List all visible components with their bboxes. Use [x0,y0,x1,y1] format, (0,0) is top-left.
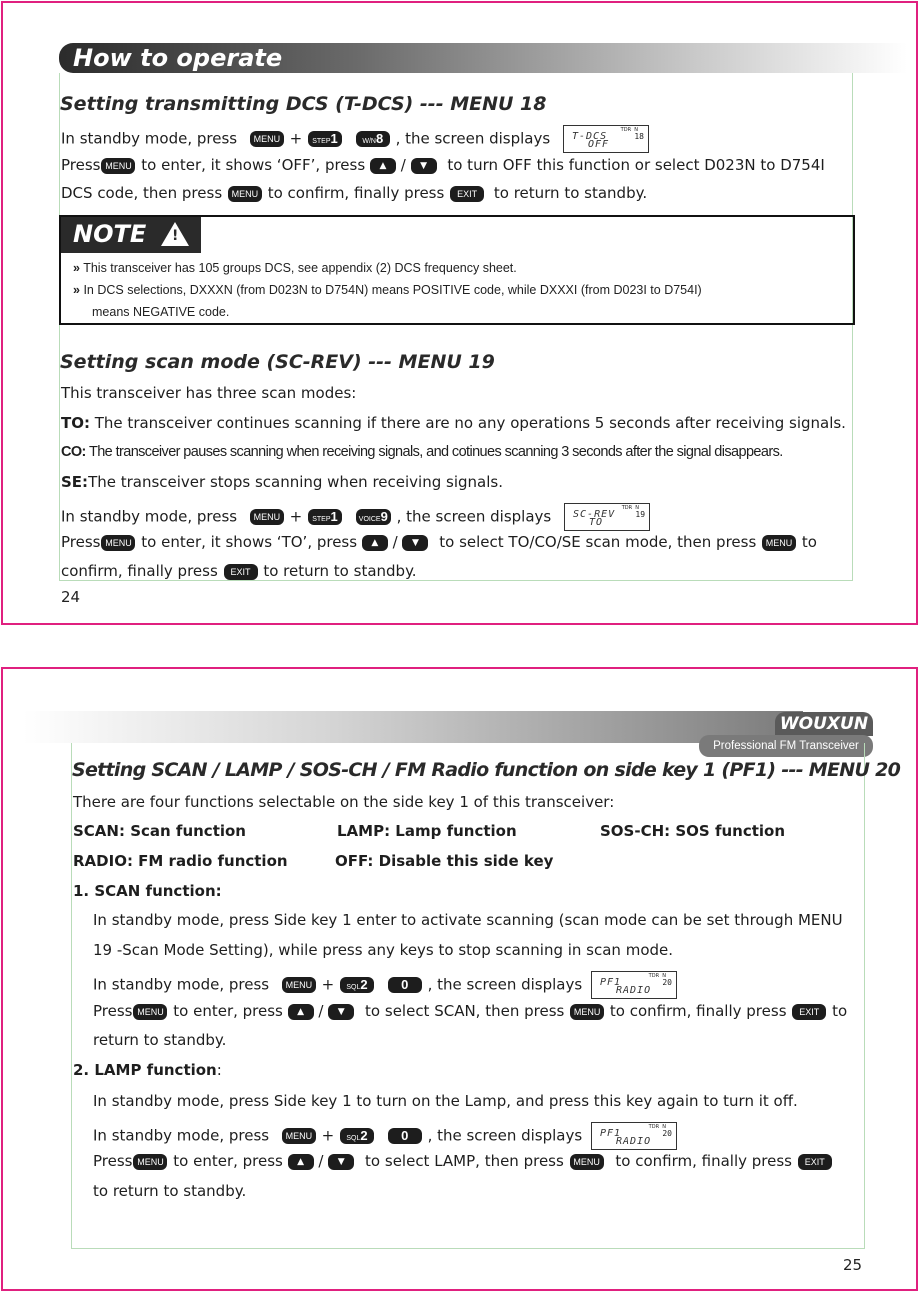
plus: + [289,507,303,526]
func-off: OFF: Disable this side key [335,852,554,870]
up-arrow-key-icon: ▲ [370,158,396,174]
lcd-number: 18 [634,132,644,141]
voice-9-key [356,509,391,525]
lcd-number: 20 [662,978,672,987]
page-24 [1,1,918,625]
lcd-top: SC-REV [573,509,616,520]
text: / [318,1152,324,1170]
note-line-1 [73,261,517,275]
scan-para-2: 19 -Scan Mode Setting), while press any keys to stop scanning in scan mode. [93,941,674,959]
pf1-scan-line-3: return to standby. [93,1031,227,1049]
scan-mode-heading: Setting scan mode (SC-REV) --- MENU 19 [60,351,495,373]
menu-key: MENU [570,1004,604,1020]
menu-key: MENU [282,977,316,993]
text: / [400,156,406,174]
scan-function-heading: 1. SCAN function: [73,882,222,900]
key-label: VOICE [358,516,381,523]
text: to confirm, finally press [609,1002,787,1020]
key-num: 1 [330,131,338,146]
pf1-scan-line-1 [93,971,677,999]
text: to select LAMP, then press [365,1152,564,1170]
scan-line-1 [61,503,650,531]
pf1-lamp-line-1 [93,1122,677,1150]
func-radio: RADIO: FM radio function [73,852,288,870]
exit-key: EXIT [798,1154,832,1170]
text: The transceiver pauses scanning when receiving signals, and cotinues scanning 3 seconds after the signal disappears. [88,444,783,460]
text: to enter, it shows ‘OFF’, press [141,156,366,174]
menu-key: MENU [133,1154,167,1170]
text: 2. LAMP function [73,1061,217,1079]
scan-intro: This transceiver has three scan modes: [61,384,357,402]
key-label: SQL [346,984,361,991]
label: SE: [61,473,89,491]
text: to enter, press [173,1152,283,1170]
banner-title: How to operate [73,44,283,72]
text: : [216,1061,222,1079]
tdcs-line-2 [61,156,825,174]
menu-key: MENU [133,1004,167,1020]
text: to select TO/CO/SE scan mode, then press [439,533,757,551]
note-line-3: means NEGATIVE code. [92,305,230,319]
chevron-right-icon: » [73,283,80,297]
section-banner [23,711,803,743]
text: to turn OFF this function or select D023N to D754I [447,156,825,174]
down-arrow-key-icon: ▼ [328,1154,354,1170]
menu-key: MENU [101,535,135,551]
pf1-lamp-line-3: to return to standby. [93,1182,247,1200]
sql-2-key [340,977,374,993]
text: to confirm, finally press [267,184,445,202]
text: Press [61,533,101,551]
up-arrow-key-icon: ▲ [288,1154,314,1170]
exit-key: EXIT [224,564,258,580]
menu-key: MENU [570,1154,604,1170]
lcd-bottom: RADIO [615,985,652,996]
text: , the screen displays [427,975,583,994]
text: , the screen displays [395,129,551,148]
text: to enter, press [173,1002,283,1020]
text: confirm, finally press [61,562,218,580]
down-arrow-key-icon: ▼ [328,1004,354,1020]
text: to [832,1002,848,1020]
text: This transceiver has 105 groups DCS, see appendix (2) DCS frequency sheet. [83,261,517,275]
sql-2-key [340,1128,374,1144]
key-num: 0 [401,1128,409,1143]
key-label: W/N [362,138,376,145]
lcd-display [591,971,677,999]
menu-key: MENU [228,186,262,202]
brand-tagline: Professional FM Transceiver [699,735,873,757]
lcd-indicator-icon: TDR N [621,505,640,511]
text: Press [61,156,101,174]
pf1-lamp-line-2 [93,1152,833,1170]
scan-line-3 [61,562,417,580]
text: DCS code, then press [61,184,223,202]
lcd-bottom: OFF [587,139,610,150]
tdcs-line-3 [61,184,647,202]
lamp-function-heading [73,1061,222,1079]
text: Press [93,1002,133,1020]
text: to confirm, finally press [615,1152,792,1170]
pf1-intro: There are four functions selectable on the side key 1 of this transceiver: [73,793,615,811]
tdcs-heading: Setting transmitting DCS (T-DCS) --- MENU 18 [60,93,547,115]
lcd-bottom: RADIO [615,1136,652,1147]
key-num: 1 [330,509,338,524]
text: In standby mode, press [61,129,238,148]
text: / [392,533,398,551]
lcd-indicator-icon: TDR N [620,127,638,133]
text: to enter, it shows ‘TO’, press [141,533,358,551]
lcd-display [563,125,649,153]
text: to return to standby. [263,562,417,580]
lcd-number: 20 [662,1129,672,1138]
pf1-heading: Setting SCAN / LAMP / SOS-CH / FM Radio function on side key 1 (PF1) --- MENU 20 [72,759,901,781]
page-number: 24 [61,588,81,606]
up-arrow-key-icon: ▲ [288,1004,314,1020]
note-box [59,215,855,325]
text: to [801,533,817,551]
text: to select SCAN, then press [365,1002,565,1020]
scan-se-line [61,473,503,491]
lcd-display [564,503,650,531]
chevron-right-icon: » [73,261,80,275]
text: In DCS selections, DXXXN (from D023N to D754N) means POSITIVE code, while DXXXI (from D023I to D754I) [83,283,702,297]
menu-key: MENU [282,1128,316,1144]
text: The transceiver stops scanning when receiving signals. [88,473,503,491]
text: The transceiver continues scanning if there are no any operations 5 seconds after receiving signals. [94,414,846,432]
lamp-para-1: In standby mode, press Side key 1 to turn on the Lamp, and press this key again to turn it off. [93,1092,798,1110]
key-num: 0 [401,977,409,992]
key-num: 2 [360,977,368,992]
func-lamp: LAMP: Lamp function [337,822,517,840]
text: In standby mode, press [61,507,238,526]
lcd-bottom: TO [589,517,604,528]
text: , the screen displays [427,1126,583,1145]
text: to return to standby. [493,184,648,202]
down-arrow-key-icon: ▼ [402,535,428,551]
menu-key: MENU [250,131,284,147]
zero-key [388,1128,422,1144]
scan-co-line [61,444,783,460]
key-num: 9 [380,509,388,524]
lcd-top: PF1 [599,1128,622,1139]
text: / [318,1002,324,1020]
exit-key: EXIT [450,186,484,202]
lcd-display [591,1122,677,1150]
warning-icon [161,222,189,246]
lcd-top: PF1 [599,977,622,988]
scan-to-line [61,414,846,432]
down-arrow-key-icon: ▼ [411,158,437,174]
pf1-scan-line-2 [93,1002,847,1020]
label: CO: [61,444,86,460]
key-num: 2 [360,1128,368,1143]
up-arrow-key-icon: ▲ [362,535,388,551]
menu-key: MENU [101,158,135,174]
wn-8-key [356,131,390,147]
zero-key [388,977,422,993]
lcd-indicator-icon: TDR N [648,1124,666,1130]
text: In standby mode, press [93,1126,270,1145]
note-tab [61,217,201,253]
key-label: STEP [312,138,331,145]
step-1-key [308,509,342,525]
key-label: SQL [346,1135,361,1142]
lcd-top: T-DCS [571,131,608,142]
plus: + [289,129,303,148]
page-number: 25 [843,1256,863,1274]
lcd-number: 19 [635,510,646,519]
plus: + [321,1126,335,1145]
page-25 [1,667,918,1291]
lcd-indicator-icon: TDR N [648,973,666,979]
func-scan: SCAN: Scan function [73,822,246,840]
plus: + [321,975,335,994]
menu-key: MENU [250,509,284,525]
scan-line-2 [61,533,817,551]
brand-logo-name: WOUXUN [775,712,873,736]
func-sos: SOS-CH: SOS function [600,822,786,840]
section-banner [59,43,907,73]
label: TO: [61,414,90,432]
text: Press [93,1152,133,1170]
tdcs-line-1 [61,125,649,153]
key-label: STEP [312,516,331,523]
text: In standby mode, press [93,975,270,994]
menu-key: MENU [762,535,796,551]
note-label: NOTE [73,220,147,248]
exit-key: EXIT [792,1004,826,1020]
text: , the screen displays [396,507,552,526]
key-num: 8 [375,131,384,146]
scan-para-1: In standby mode, press Side key 1 enter to activate scanning (scan mode can be set through MENU [93,911,843,929]
note-line-2 [73,283,702,297]
step-1-key [308,131,342,147]
